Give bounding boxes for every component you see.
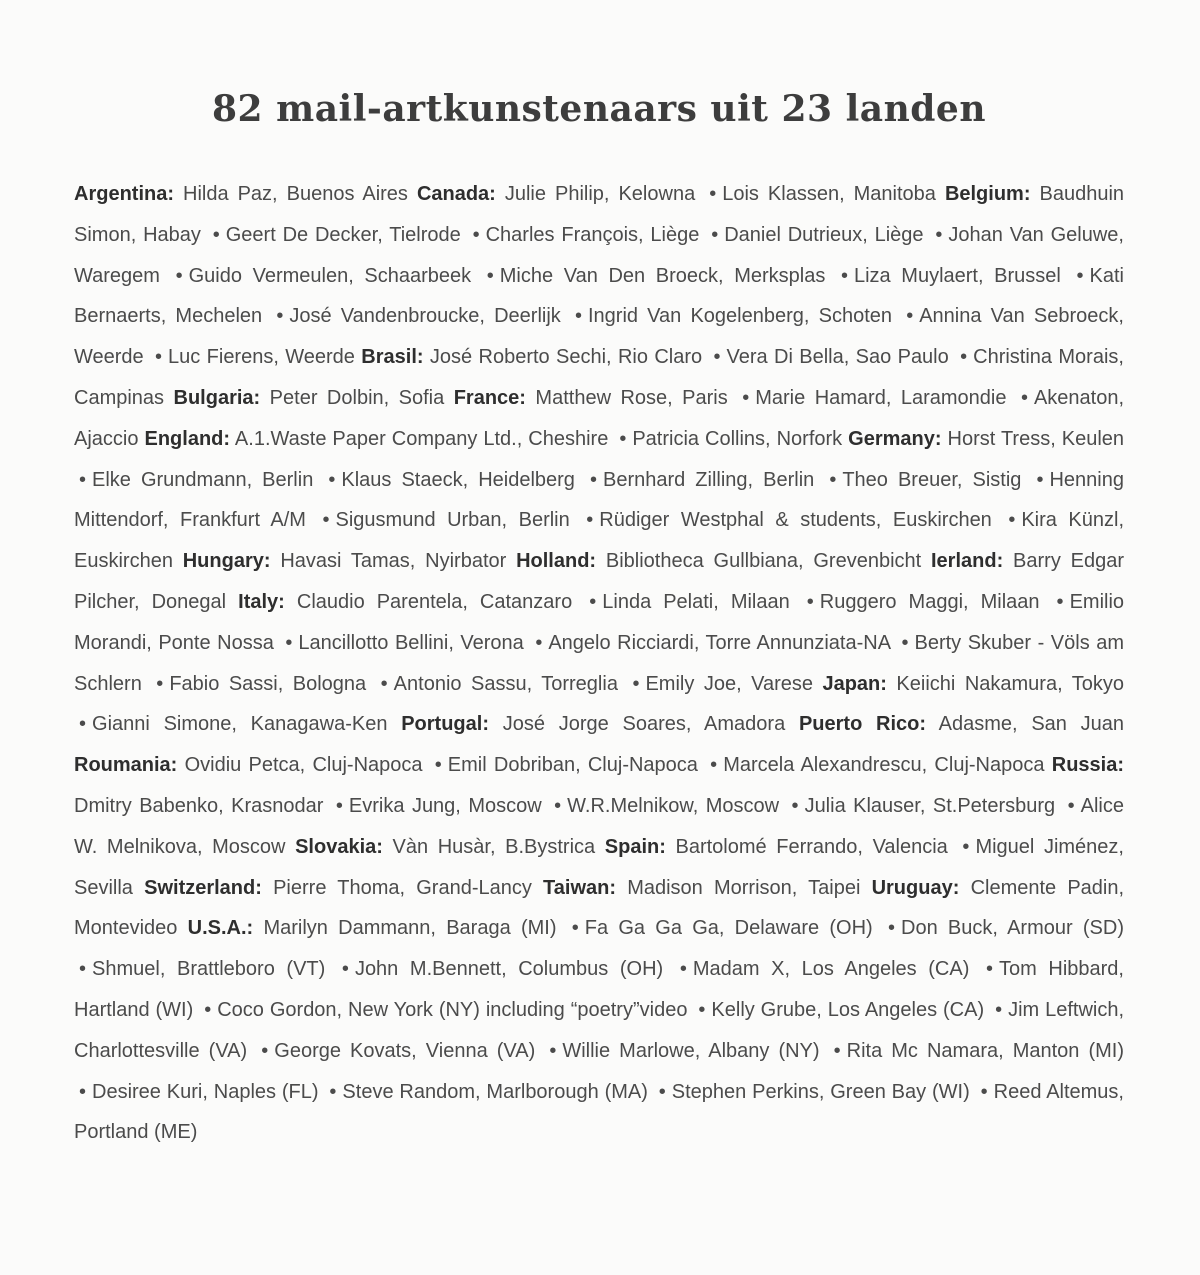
artist-entry: José Jorge Soares, Amadora [502, 713, 786, 736]
bullet-separator: • [574, 305, 582, 328]
artist-entry: Guido Vermeulen, Schaarbeek [188, 264, 472, 287]
country-label: Japan: [822, 672, 887, 695]
artist-entry: José Vandenbroucke, Deerlijk [289, 305, 561, 328]
artist-entry: Reed Altemus, Portland (ME) [74, 1080, 1124, 1144]
artist-entry: Annina Van Sebroeck, Weerde [74, 305, 1124, 369]
artist-entry: Tom Hibbard, Hartland (WI) [74, 958, 1124, 1021]
bullet-separator: • [79, 468, 87, 491]
artist-entry: Johan Van Geluwe, Waregem [74, 223, 1124, 287]
artist-entry: Marilyn Dammann, Baraga (MI) [263, 917, 557, 940]
artist-entry: Theo Breuer, Sistig [842, 468, 1022, 491]
artist-entry: Matthew Rose, Paris [535, 386, 728, 409]
artist-entry: José Roberto Sechi, Rio Claro [429, 346, 703, 369]
artist-entry: Lancillotto Bellini, Verona [298, 631, 524, 654]
artist-entry: Alice W. Melnikova, Moscow [74, 794, 1124, 858]
bullet-separator: • [742, 386, 750, 409]
artist-entry: Julia Klauser, St.Petersburg [804, 794, 1056, 817]
artist-entry: Liza Muylaert, Brussel [853, 264, 1061, 287]
bullet-separator: • [806, 590, 814, 613]
artist-entry: Emilio Morandi, Ponte Nossa [74, 590, 1125, 654]
artist-entry: Jim Leftwich, Charlottesville (VA) [74, 998, 1125, 1062]
bullet-separator: • [1036, 468, 1044, 491]
bullet-separator: • [985, 958, 993, 981]
bullet-separator: • [554, 794, 562, 817]
bullet-separator: • [589, 468, 597, 491]
artist-entry: Marcela Alexandrescu, Cluj-Napoca [723, 754, 1045, 777]
artist-entry: Bernhard Zilling, Berlin [602, 468, 815, 491]
country-label: Portugal: [401, 713, 489, 736]
bullet-separator: • [679, 958, 687, 981]
bullet-separator: • [434, 754, 442, 777]
country-label: Argentina: [74, 183, 174, 205]
artist-entry: Lois Klassen, Manitoba [722, 183, 936, 205]
bullet-separator: • [285, 631, 293, 654]
artist-entry: Peter Dolbin, Sofia [269, 386, 445, 409]
bullet-separator: • [79, 958, 87, 981]
artist-entry: Emil Dobriban, Cluj-Napoca [447, 754, 698, 777]
country-label: Slovakia: [295, 835, 383, 858]
artist-entry: Coco Gordon, New York (NY) including “poetry”video [217, 998, 688, 1021]
bullet-separator: • [833, 1039, 841, 1062]
bullet-separator: • [586, 509, 594, 532]
artist-entry: Miguel Jiménez, Sevilla [74, 835, 1124, 899]
bullet-separator: • [79, 1080, 87, 1103]
artist-entry: Kati Bernaerts, Mechelen [74, 264, 1124, 328]
artist-entry: Bibliotheca Gullbiana, Grevenbicht [605, 550, 922, 573]
artist-entry: Madam X, Los Angeles (CA) [692, 958, 970, 981]
artist-entry: Henning Mittendorf, Frankfurt A/M [74, 468, 1124, 532]
artist-entry: John M.Bennett, Columbus (OH) [354, 958, 664, 981]
artist-entry: Fa Ga Ga Ga, Delaware (OH) [584, 917, 873, 940]
artist-entry: Daniel Dutrieux, Liège [724, 223, 924, 246]
bullet-separator: • [935, 223, 943, 246]
artist-entry: Desiree Kuri, Naples (FL) [92, 1080, 319, 1103]
bullet-separator: • [472, 223, 480, 246]
artist-entry: Stephen Perkins, Green Bay (WI) [671, 1080, 970, 1103]
country-label: Ierland: [931, 550, 1004, 573]
artist-entry: Pierre Thoma, Grand-Lancy [273, 876, 532, 899]
artist-entry: Steve Random, Marlborough (MA) [342, 1080, 648, 1103]
country-label: U.S.A.: [187, 917, 254, 940]
country-label: Germany: [848, 427, 942, 450]
bullet-separator: • [960, 346, 968, 369]
artist-entry: Don Buck, Armour (SD) [901, 917, 1125, 940]
bullet-separator: • [261, 1039, 269, 1062]
artist-entry: Julie Philip, Kelowna [504, 183, 696, 205]
bullet-separator: • [980, 1080, 988, 1103]
artist-entry: W.R.Melnikow, Moscow [567, 794, 780, 817]
bullet-separator: • [1008, 509, 1016, 532]
bullet-separator: • [698, 998, 706, 1021]
artist-entry: Christina Morais, Campinas [74, 346, 1124, 409]
country-label: Bulgaria: [173, 386, 261, 409]
artist-entry: Barry Edgar Pilcher, Donegal [74, 550, 1124, 613]
country-label: England: [144, 427, 231, 450]
bullet-separator: • [156, 672, 164, 695]
artist-entry: Charles François, Liège [485, 223, 700, 246]
artist-entry: Linda Pelati, Milaan [602, 590, 790, 613]
artist-entry: Willie Marlowe, Albany (NY) [562, 1039, 820, 1062]
country-label: Italy: [238, 590, 285, 613]
bullet-separator: • [840, 264, 848, 287]
bullet-separator: • [329, 1080, 337, 1103]
artist-entry: Bartolomé Ferrando, Valencia [675, 835, 948, 858]
bullet-separator: • [887, 917, 895, 940]
country-label: Puerto Rico: [798, 713, 927, 736]
artist-entry: Angelo Ricciardi, Torre Annunziata-NA [548, 631, 890, 654]
artist-entry: Marie Hamard, Laramondie [755, 386, 1007, 409]
artist-entry: Hilda Paz, Buenos Aires [183, 183, 408, 205]
bullet-separator: • [906, 305, 914, 328]
artist-entry: Rüdiger Westphal & students, Euskirchen [599, 509, 992, 532]
artist-entry: Dmitry Babenko, Krasnodar [74, 794, 324, 817]
country-label: France: [453, 386, 526, 409]
artist-entry: George Kovats, Vienna (VA) [274, 1039, 536, 1062]
country-label: Hungary: [182, 550, 271, 573]
artist-entry: Elke Grundmann, Berlin [92, 468, 314, 491]
bullet-separator: • [589, 590, 597, 613]
artist-entry: Evrika Jung, Moscow [348, 794, 542, 817]
bullet-separator: • [829, 468, 837, 491]
bullet-separator: • [335, 794, 343, 817]
bullet-separator: • [713, 346, 721, 369]
bullet-separator: • [212, 223, 220, 246]
bullet-separator: • [791, 794, 799, 817]
bullet-separator: • [962, 835, 970, 858]
country-label: Uruguay: [871, 876, 960, 899]
bullet-separator: • [549, 1039, 557, 1062]
bullet-separator: • [535, 631, 543, 654]
artist-entry: Ingrid Van Kogelenberg, Schoten [587, 305, 893, 328]
artist-entry: Horst Tress, Keulen [947, 427, 1125, 450]
artist-entry: Klaus Staeck, Heidelberg [341, 468, 575, 491]
artist-entry: Rita Mc Namara, Manton (MI) [846, 1039, 1125, 1062]
bullet-separator: • [380, 672, 388, 695]
artist-entry: Madison Morrison, Taipei [627, 876, 861, 899]
artist-entry: Vàn Husàr, B.Bystrica [392, 835, 596, 858]
bullet-separator: • [328, 468, 336, 491]
artist-entry: Sigusmund Urban, Berlin [335, 509, 570, 532]
artist-entry: Gianni Simone, Kanagawa-Ken [92, 713, 388, 736]
bullet-separator: • [1076, 264, 1084, 287]
artist-entry: A.1.Waste Paper Company Ltd., Cheshire [234, 427, 609, 450]
bullet-separator: • [486, 264, 494, 287]
bullet-separator: • [155, 346, 163, 369]
page-title: 82 mail-artkunstenaars uit 23 landen [211, 88, 987, 130]
artist-entry: Geert De Decker, Tielrode [225, 223, 461, 246]
country-label: Belgium: [944, 183, 1031, 205]
country-label: Spain: [604, 835, 666, 858]
artist-entry: Adasme, San Juan [938, 713, 1125, 736]
bullet-separator: • [995, 998, 1003, 1021]
artist-entry: Kira Künzl, Euskirchen [74, 509, 1125, 573]
country-label: Roumania: [74, 754, 178, 777]
bullet-separator: • [341, 958, 349, 981]
bullet-separator: • [632, 672, 640, 695]
artist-entry: Miche Van Den Broeck, Merksplas [499, 264, 826, 287]
bullet-separator: • [710, 754, 718, 777]
artist-entry: Fabio Sassi, Bologna [169, 672, 367, 695]
bullet-separator: • [1056, 590, 1064, 613]
artist-entry: Havasi Tamas, Nyirbator [280, 550, 507, 573]
country-label: Russia: [1051, 754, 1124, 777]
artist-list [74, 174, 1124, 1153]
country-label: Taiwan: [543, 876, 617, 899]
artist-entry: Clemente Padin, Montevideo [74, 876, 1125, 940]
bullet-separator: • [1067, 794, 1075, 817]
artist-entry: Shmuel, Brattleboro (VT) [92, 958, 326, 981]
artist-entry: Ruggero Maggi, Milaan [819, 590, 1040, 613]
artist-entry: Vera Di Bella, Sao Paulo [726, 346, 949, 369]
artist-entry: Emily Joe, Varese [645, 672, 813, 695]
bullet-separator: • [901, 631, 909, 654]
country-label: Holland: [516, 550, 597, 573]
bullet-separator: • [709, 183, 717, 205]
bullet-separator: • [571, 917, 579, 940]
artist-entry: Kelly Grube, Los Angeles (CA) [711, 998, 985, 1021]
bullet-separator: • [658, 1080, 666, 1103]
bullet-separator: • [711, 223, 719, 246]
country-label: Brasil: [361, 346, 424, 369]
bullet-separator: • [204, 998, 212, 1021]
artist-entry: Antonio Sassu, Torreglia [393, 672, 618, 695]
country-label: Canada: [416, 183, 496, 205]
artist-entry: Claudio Parentela, Catanzaro [296, 590, 573, 613]
artist-entry: Berty Skuber - Völs am Schlern [74, 631, 1124, 695]
artist-entry: Luc Fierens, Weerde [168, 346, 355, 369]
bullet-separator: • [175, 264, 183, 287]
artist-entry: Patricia Collins, Norfork [632, 427, 843, 450]
bullet-separator: • [276, 305, 284, 328]
bullet-separator: • [79, 713, 87, 736]
bullet-separator: • [619, 427, 627, 450]
bullet-separator: • [1020, 386, 1028, 409]
artist-entry: Baudhuin Simon, Habay [74, 183, 1125, 246]
artist-entry: Akenaton, Ajaccio [74, 386, 1125, 450]
artist-entry: Keiichi Nakamura, Tokyo [896, 672, 1124, 695]
country-label: Switzerland: [144, 876, 262, 899]
bullet-separator: • [322, 509, 330, 532]
artist-entry: Ovidiu Petca, Cluj-Napoca [184, 754, 423, 777]
